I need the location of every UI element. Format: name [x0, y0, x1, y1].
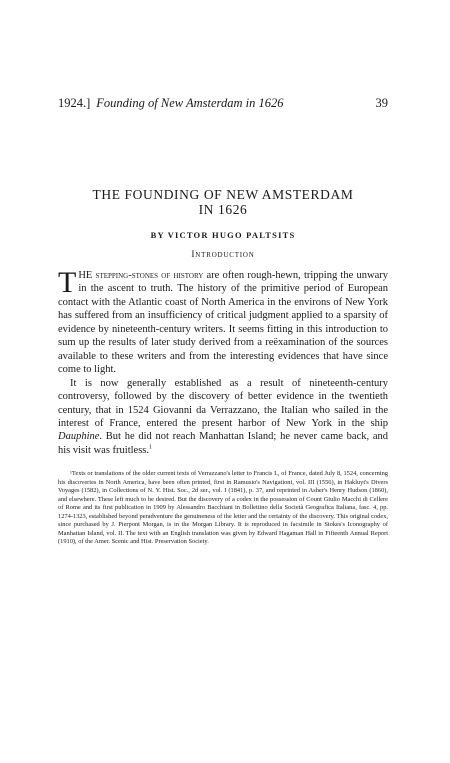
section-heading: Introduction	[191, 250, 255, 260]
byline: BY VICTOR HUGO PALTSITS	[150, 230, 296, 240]
article-title-line-2: IN 1626	[198, 202, 248, 217]
document-page	[58, 96, 388, 546]
article-title-line-1: THE FOUNDING OF NEW AMSTERDAM	[92, 187, 354, 202]
paragraph-2	[58, 377, 388, 458]
paragraph-1-text: are often rough-hewn, tripping the unwary in the ascent to truth. The history of the primitive period of European contact with the Atlantic coast of North America in the environs of New York has suffered from an insufficiency of critical judgment applied to a sparsity of evidence by nineteenth-century writers. It seems fitting in this introduction to sum up the results of later study derived from a reëxamination of the sources available to these writers and from the interesting evidences that have since come to light.	[58, 270, 388, 376]
footnote: ¹Texts or translations of the older current texts of Verrazzano's letter to Francis I., of France, dated July 8, 1524, concerning his discoveries in North America, have been often printed, first in Ramusio's Navigationi, vol. III (1556), in Hakluyt's Divers Voyages (1582), in Collections of N. Y. Hist. Soc., 2d ser., vol. I (1841), p. 37, and reprinted in Asher's Henry Hudson (1860), and elsewhere. These left much to be desired. But the discovery of a codex in the possession of Count Giulio Macchi di Cellere of Rome and its first publication in 1909 by Alessandro Bacchiani in Bollettino della Società Geografica Italiana, fasc. 4, pp. 1274-1323, established beyond peradventure the genuineness of the letter and the certainty of the discovery. This original codex, since purchased by J. Pierpont Morgan, is in the Morgan Library. It is reproduced in facsimile in Stokes's Iconography of Manhattan Island, vol. II. The text with an English translation was given by Edward Hagaman Hall in Fifteenth Annual Report (1910), of the Amer. Scenic and Hist. Preservation Society.	[58, 470, 388, 545]
footnote-mark: 1	[149, 444, 152, 451]
running-head-year: 1924.]	[58, 96, 91, 110]
paragraph-1-lead: HE stepping-stones of history	[78, 270, 204, 281]
drop-cap: T	[58, 266, 77, 299]
paragraph-2-text-end: . But he did not reach Manhattan Island; he never came back, and his visit was fruitless.	[58, 431, 388, 456]
paragraph-1	[58, 266, 388, 377]
running-head-title: Founding of New Amsterdam in 1626	[96, 96, 284, 110]
body-text	[58, 266, 388, 457]
ship-name: Dauphine	[58, 431, 100, 443]
article-title	[58, 187, 388, 217]
running-head	[58, 96, 388, 110]
paragraph-2-text: It is now generally established as a result of nineteenth-century controversy, followed by the discovery of better evidence in the twentieth century, that in 1524 Giovanni da Verrazzano, the Italian who sailed in the interest of France, entered the present harbor of New York in the ship	[58, 377, 388, 429]
page-number: 39	[375, 96, 388, 110]
